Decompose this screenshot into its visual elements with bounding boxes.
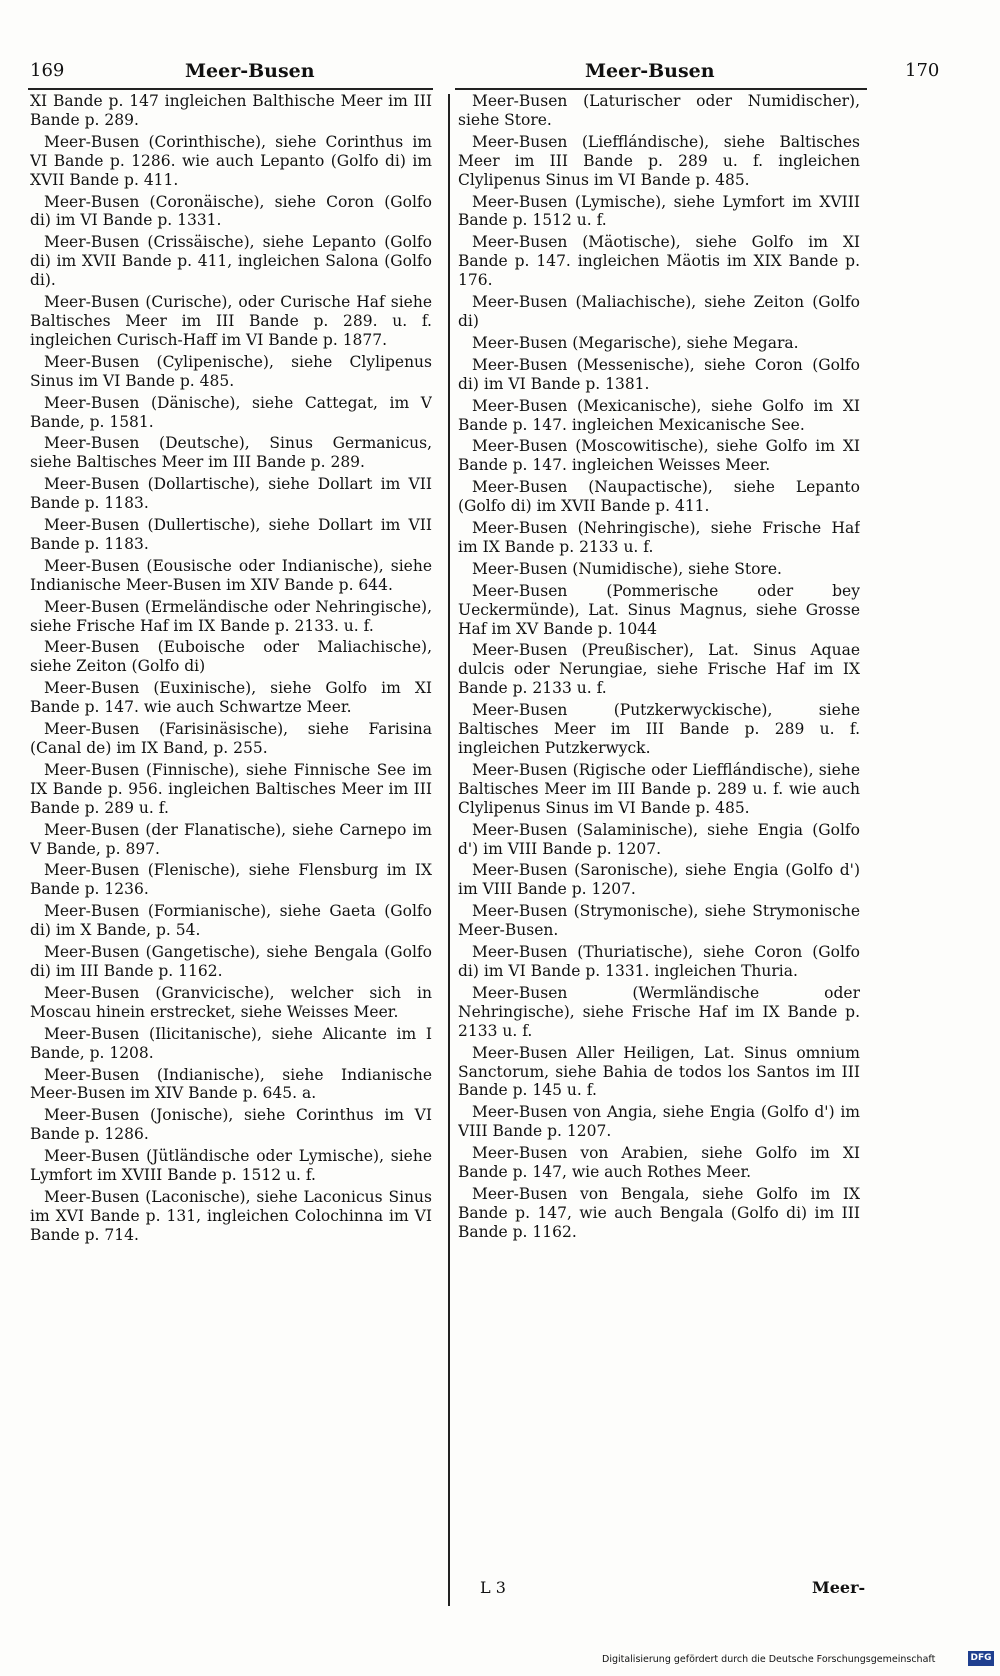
entry: Meer-Busen (Farisinäsische), siehe Farisina (Canal de) im IX Band, p. 255. [30, 720, 432, 757]
entry: Meer-Busen (Euboische oder Maliachische), siehe Zeiton (Golfo di) [30, 638, 432, 676]
entry: Meer-Busen (Moscowitische), siehe Golfo im XI Bande p. 147. ingleichen Weisses Meer. [458, 437, 860, 475]
entry: Meer-Busen (Mäotische), siehe Golfo im XI Bande p. 147. ingleichen Mäotis im XIX Bande p. 176. [458, 233, 860, 290]
entry: Meer-Busen (Nehringische), siehe Frische Haf im IX Bande p. 2133 u. f. [458, 519, 860, 556]
entry: Meer-Busen (Naupactische), siehe Lepanto (Golfo di) im XVII Bande p. 411. [458, 478, 860, 516]
entry: Meer-Busen (Laturischer oder Numidischer), siehe Store. [458, 92, 860, 129]
entry: Meer-Busen (Putzkerwyckische), siehe Baltisches Meer im III Bande p. 289 u. f. ingleichen Putzkerwyck. [458, 701, 860, 757]
entry: Meer-Busen von Angia, siehe Engia (Golfo d') im VIII Bande p. 1207. [458, 1103, 860, 1141]
entry: Meer-Busen (Strymonische), siehe Strymonische Meer-Busen. [458, 902, 860, 940]
entry: Meer-Busen (Numidische), siehe Store. [472, 559, 782, 578]
entry: Meer-Busen (Mexicanische), siehe Golfo im XI Bande p. 147. ingleichen Mexicanische See. [458, 396, 860, 434]
entry: Meer-Busen (Deutsche), Sinus Germanicus, siehe Baltisches Meer im III Bande p. 289. [30, 434, 432, 472]
entry: Meer-Busen (Preußischer), Lat. Sinus Aquae dulcis oder Nerungiae, siehe Frische Haf im IX Bande p. 2133 u. f. [458, 641, 860, 698]
entry: Meer-Busen (Flenische), siehe Flensburg im IX Bande p. 1236. [30, 861, 432, 899]
left-page-number: 169 [30, 60, 65, 81]
entry: Meer-Busen (Liefflándische), siehe Baltisches Meer im III Bande p. 289 u. f. ingleichen Clylipenus Sinus im VI Bande p. 485. [458, 132, 860, 189]
entry: Meer-Busen (Cylipenische), siehe Clylipenus Sinus im VI Bande p. 485. [30, 352, 432, 390]
entry: Meer-Busen (Jonische), siehe Corinthus im VI Bande p. 1286. [30, 1106, 432, 1144]
right-header-rule [455, 88, 867, 90]
right-page-number: 170 [905, 60, 940, 81]
entry: Meer-Busen (Corinthische), siehe Corinthus im VI Bande p. 1286. wie auch Lepanto (Golfo di) im XVII Bande p. 411. [30, 132, 432, 189]
entry: Meer-Busen (Jütländische oder Lymische), siehe Lymfort im XVIII Bande p. 1512 u. f. [30, 1147, 432, 1185]
entry: Meer-Busen (Thuriatische), siehe Coron (Golfo di) im VI Bande p. 1331. ingleichen Thuria. [458, 943, 860, 980]
entry: Meer-Busen (Wermländische oder Nehringische), siehe Frische Haf im IX Bande p. 2133 u. f. [458, 983, 860, 1040]
entry: Meer-Busen (Ilicitanische), siehe Alicante im I Bande, p. 1208. [30, 1024, 432, 1062]
entry: Meer-Busen (Coronäische), siehe Coron (Golfo di) im VI Bande p. 1331. [30, 192, 432, 230]
right-running-title: Meer-Busen [585, 60, 715, 82]
entry: Meer-Busen (Granvicische), welcher sich in Moscau hinein erstrecket, siehe Weisses Meer. [30, 983, 432, 1021]
column-divider [448, 94, 450, 1606]
dfg-logo: DFG [968, 1651, 994, 1666]
entry: Meer-Busen (Curische), oder Curische Haf siehe Baltisches Meer im III Bande p. 289. u. f. ingleichen Curisch-Haff im VI Bande p. 1877. [30, 293, 432, 349]
entry: Meer-Busen (Megarische), siehe Megara. [472, 333, 799, 352]
entry: Meer-Busen Aller Heiligen, Lat. Sinus omnium Sanctorum, siehe Bahia de todos los Santos im III Bande p. 145 u. f. [458, 1043, 860, 1100]
entry: Meer-Busen (Finnische), siehe Finnische See im IX Bande p. 956. ingleichen Baltisches Meer im III Bande p. 289 u. f. [30, 760, 432, 817]
entry: Meer-Busen (Dänische), siehe Cattegat, im V Bande, p. 1581. [30, 393, 432, 431]
entry: Meer-Busen (Euxinische), siehe Golfo im XI Bande p. 147. wie auch Schwartze Meer. [30, 679, 432, 717]
right-column [458, 92, 860, 1602]
entry: Meer-Busen von Arabien, siehe Golfo im XI Bande p. 147, wie auch Rothes Meer. [458, 1144, 860, 1182]
left-running-title: Meer-Busen [185, 60, 315, 82]
entry: Meer-Busen von Bengala, siehe Golfo im IX Bande p. 147, wie auch Bengala (Golfo di) im III Bande p. 1162. [458, 1184, 860, 1241]
left-header-rule [28, 88, 433, 90]
entry: Meer-Busen (Indianische), siehe Indianische Meer-Busen im XIV Bande p. 645. a. [30, 1065, 432, 1103]
entry: Meer-Busen (Lymische), siehe Lymfort im XVIII Bande p. 1512 u. f. [458, 192, 860, 230]
catchword: Meer- [812, 1578, 866, 1597]
entry: Meer-Busen (der Flanatische), siehe Carnepo im V Bande, p. 897. [30, 820, 432, 858]
entry: Meer-Busen (Messenische), siehe Coron (Golfo di) im VI Bande p. 1381. [458, 355, 860, 393]
left-column [30, 92, 432, 1602]
entry: Meer-Busen (Formianische), siehe Gaeta (Golfo di) im X Bande, p. 54. [30, 902, 432, 940]
entry: Meer-Busen (Saronische), siehe Engia (Golfo d') im VIII Bande p. 1207. [458, 861, 860, 899]
entry: Meer-Busen (Gangetische), siehe Bengala (Golfo di) im III Bande p. 1162. [30, 943, 432, 980]
entry: Meer-Busen (Ermeländische oder Nehringische), siehe Frische Haf im IX Bande p. 2133. u. f. [30, 597, 432, 635]
entry: Meer-Busen (Salaminische), siehe Engia (Golfo d') im VIII Bande p. 1207. [458, 820, 860, 858]
entry: Meer-Busen (Laconische), siehe Laconicus Sinus im XVI Bande p. 131, ingleichen Colochinna im VI Bande p. 714. [30, 1187, 432, 1244]
entry: Meer-Busen (Pommerische oder bey Ueckermünde), Lat. Sinus Magnus, siehe Grosse Haf im XV Bande p. 1044 [458, 581, 860, 638]
entry: Meer-Busen (Maliachische), siehe Zeiton (Golfo di) [458, 293, 860, 330]
entry: Meer-Busen (Dullertische), siehe Dollart im VII Bande p. 1183. [30, 516, 432, 553]
entry: XI Bande p. 147 ingleichen Balthische Meer im III Bande p. 289. [30, 92, 432, 129]
signature-mark: L 3 [480, 1578, 506, 1597]
entry: Meer-Busen (Eousische oder Indianische), siehe Indianische Meer-Busen im XIV Bande p. 644. [30, 556, 432, 594]
entry: Meer-Busen (Rigische oder Liefflándische), siehe Baltisches Meer im III Bande p. 289 u. f. wie auch Clylipenus Sinus im VI Bande p. 485. [458, 760, 860, 817]
digitization-credit: Digitalisierung gefördert durch die Deutsche Forschungsgemeinschaft [602, 1654, 936, 1665]
entry: Meer-Busen (Dollartische), siehe Dollart im VII Bande p. 1183. [30, 475, 432, 513]
entry: Meer-Busen (Crissäische), siehe Lepanto (Golfo di) im XVII Bande p. 411, ingleichen Salona (Golfo di). [30, 233, 432, 290]
